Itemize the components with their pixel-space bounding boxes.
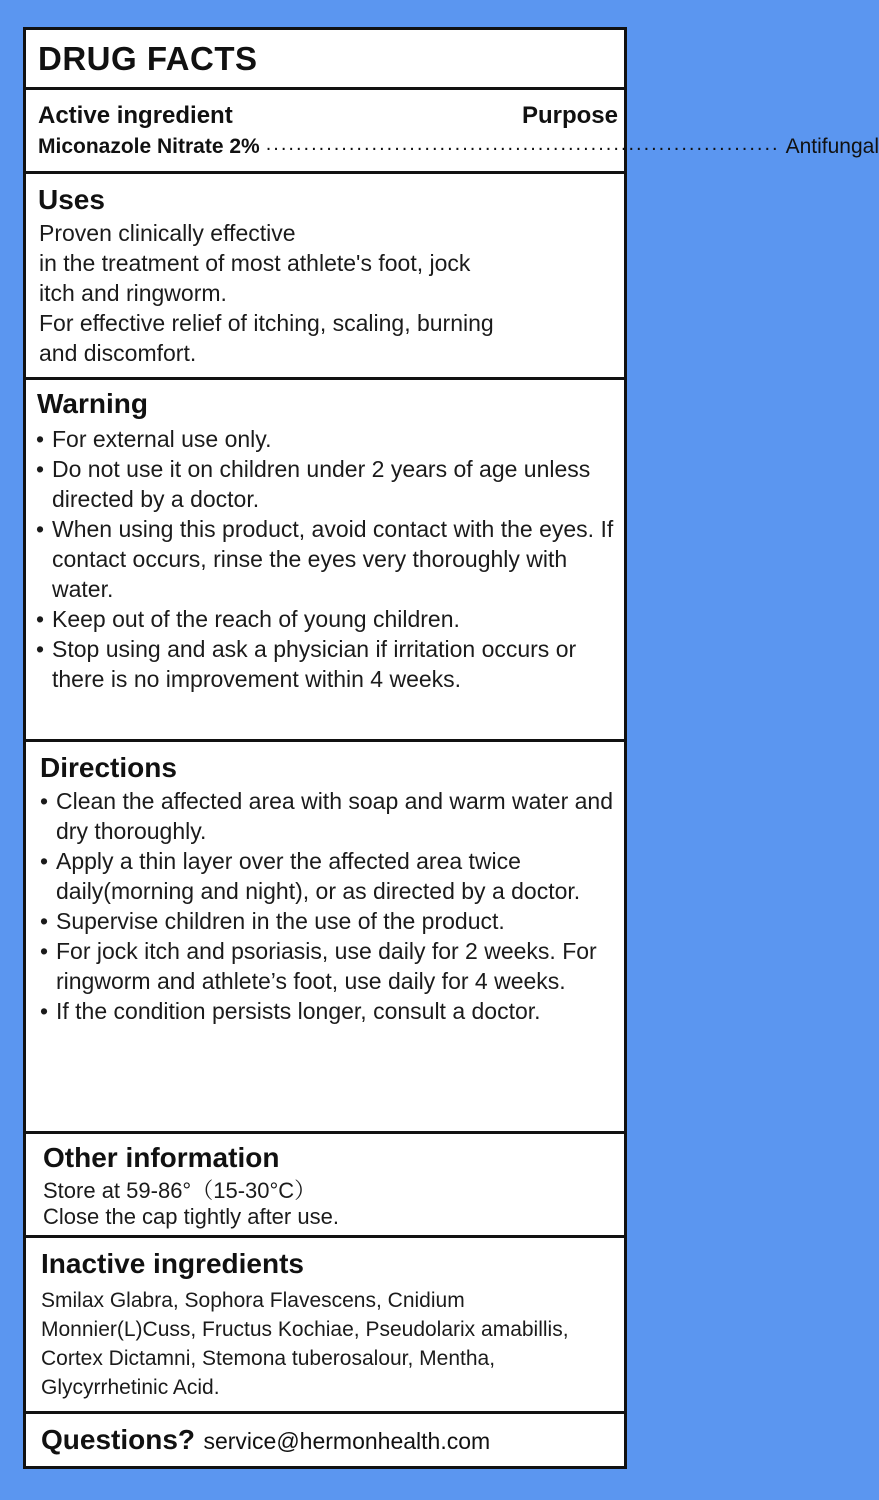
directions-item: • Supervise children in the use of the product. — [40, 906, 618, 936]
uses-line: Proven clinically effective — [39, 220, 296, 246]
directions-item: • For jock itch and psoriasis, use daily for 2 weeks. For ringworm and athlete’s foot, use daily for 4 weeks. — [40, 936, 618, 996]
active-ingredient-section — [26, 90, 879, 174]
contact-email[interactable]: service@hermonhealth.com — [203, 1428, 491, 1454]
questions-section — [26, 1414, 624, 1469]
inactive-ingredients-heading: Inactive ingredients — [41, 1248, 304, 1279]
warning-item: • When using this product, avoid contact with the eyes. If contact occurs, rinse the eyes very thoroughly with water. — [36, 514, 618, 604]
leader-dots: .................................................................... — [265, 133, 780, 155]
inactive-ingredients-section — [26, 1238, 624, 1414]
uses-heading: Uses — [38, 184, 105, 215]
purpose-value: Antifungal — [785, 135, 879, 158]
warning-item: • Keep out of the reach of young children. — [36, 604, 618, 634]
drug-facts-panel — [23, 27, 879, 1469]
warning-item: • Do not use it on children under 2 years of age unless directed by a doctor. — [36, 454, 618, 514]
warning-heading: Warning — [37, 388, 148, 419]
uses-section — [26, 174, 624, 380]
storage-line: Store at 59-86°（15-30°C） — [43, 1178, 317, 1203]
warning-item: • For external use only. — [36, 424, 618, 454]
cap-line: Close the cap tightly after use. — [43, 1204, 339, 1229]
purpose-heading: Purpose — [521, 102, 618, 129]
directions-heading: Directions — [40, 752, 177, 783]
directions-section — [26, 742, 624, 1134]
warning-item: • Stop using and ask a physician if irritation occurs or there is no improvement within 4 weeks. — [36, 634, 618, 694]
page-title: DRUG FACTS — [38, 40, 258, 77]
other-information-section — [26, 1134, 624, 1238]
uses-line: itch and ringworm. — [39, 280, 227, 306]
questions-heading: Questions? — [41, 1424, 196, 1455]
directions-item: • If the condition persists longer, consult a doctor. — [40, 996, 618, 1026]
active-ingredient-name: Miconazole Nitrate 2% — [38, 135, 260, 158]
other-information-heading: Other information — [43, 1142, 280, 1173]
uses-line: in the treatment of most athlete's foot, jock — [39, 250, 471, 276]
active-ingredient-heading: Active ingredient — [38, 102, 233, 129]
directions-item: • Clean the affected area with soap and warm water and dry thoroughly. — [40, 786, 618, 846]
uses-line: For effective relief of itching, scaling, burning — [39, 310, 494, 336]
warning-section — [26, 380, 624, 742]
inactive-ingredients-text: Smilax Glabra, Sophora Flavescens, Cnidium Monnier(L)Cuss, Fructus Kochiae, Pseudolarix amabillis, Cortex Dictamni, Stemona tuberosalour, Mentha, Glycyrrhetinic Acid. — [41, 1289, 569, 1399]
directions-item: • Apply a thin layer over the affected area twice daily(morning and night), or as directed by a doctor. — [40, 846, 618, 906]
uses-line: and discomfort. — [39, 340, 197, 366]
title-section — [26, 30, 624, 90]
